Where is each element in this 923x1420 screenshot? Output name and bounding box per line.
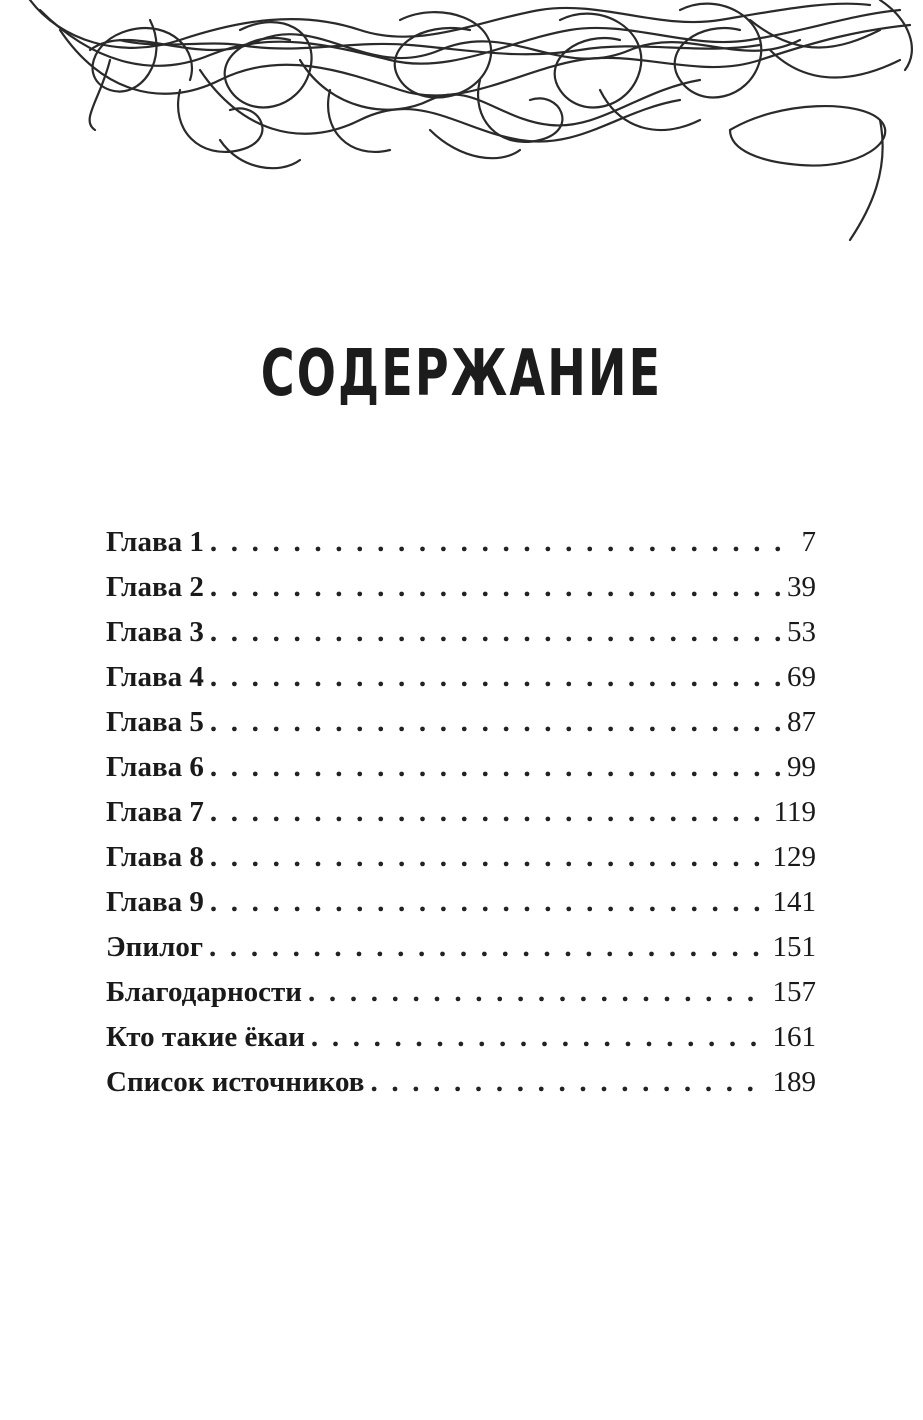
toc-entry bbox=[106, 884, 816, 929]
toc-entry-page: 157 bbox=[772, 976, 816, 1008]
toc-entry-label: Кто такие ёкаи bbox=[106, 1019, 311, 1055]
toc-entry-page: 53 bbox=[787, 616, 816, 648]
toc-entry bbox=[106, 659, 816, 704]
toc-entry-label: Глава 4 bbox=[106, 659, 210, 695]
toc-entry-page: 161 bbox=[772, 1021, 816, 1053]
table-of-contents bbox=[106, 524, 816, 1109]
toc-entry-label: Глава 9 bbox=[106, 884, 210, 920]
toc-entry-label: Глава 1 bbox=[106, 524, 210, 560]
toc-entry-label: Глава 5 bbox=[106, 704, 210, 740]
toc-entry bbox=[106, 749, 816, 794]
toc-entry-page: 151 bbox=[772, 931, 816, 963]
toc-entry-page: 141 bbox=[772, 886, 816, 918]
toc-entry-page: 69 bbox=[787, 661, 816, 693]
toc-entry bbox=[106, 1064, 816, 1109]
toc-entry bbox=[106, 1019, 816, 1064]
toc-leader-dots bbox=[210, 749, 781, 785]
toc-leader-dots bbox=[210, 704, 781, 740]
toc-leader-dots bbox=[210, 884, 767, 920]
toc-entry-label: Глава 2 bbox=[106, 569, 210, 605]
toc-entry-page: 87 bbox=[787, 706, 816, 738]
toc-entry bbox=[106, 569, 816, 614]
toc-leader-dots bbox=[210, 569, 781, 605]
toc-leader-dots bbox=[210, 794, 768, 830]
toc-entry bbox=[106, 704, 816, 749]
toc-leader-dots bbox=[209, 929, 766, 965]
toc-entry bbox=[106, 614, 816, 659]
toc-leader-dots bbox=[311, 1019, 767, 1055]
toc-entry-label: Глава 6 bbox=[106, 749, 210, 785]
toc-entry-page: 39 bbox=[787, 571, 816, 603]
toc-leader-dots bbox=[308, 974, 766, 1010]
page-title: СОДЕРЖАНИЕ bbox=[260, 337, 663, 411]
toc-entry bbox=[106, 794, 816, 839]
toc-entry-label: Глава 3 bbox=[106, 614, 210, 650]
toc-entry bbox=[106, 974, 816, 1019]
toc-entry-page: 7 bbox=[801, 526, 816, 558]
toc-entry-label: Глава 7 bbox=[106, 794, 210, 830]
toc-leader-dots bbox=[210, 524, 790, 560]
toc-entry bbox=[106, 839, 816, 884]
toc-leader-dots bbox=[370, 1064, 766, 1100]
toc-entry-label: Глава 8 bbox=[106, 839, 210, 875]
toc-entry-label: Список источников bbox=[106, 1064, 370, 1100]
toc-entry-page: 189 bbox=[772, 1066, 816, 1098]
toc-entry-page: 119 bbox=[773, 796, 816, 828]
toc-entry-label: Эпилог bbox=[106, 929, 209, 965]
toc-entry-label: Благодарности bbox=[106, 974, 308, 1010]
toc-leader-dots bbox=[210, 614, 781, 650]
scribble-decoration bbox=[0, 0, 923, 250]
toc-entry bbox=[106, 524, 816, 569]
toc-leader-dots bbox=[210, 839, 767, 875]
toc-leader-dots bbox=[210, 659, 781, 695]
toc-entry-page: 129 bbox=[772, 841, 816, 873]
toc-entry-page: 99 bbox=[787, 751, 816, 783]
toc-entry bbox=[106, 929, 816, 974]
